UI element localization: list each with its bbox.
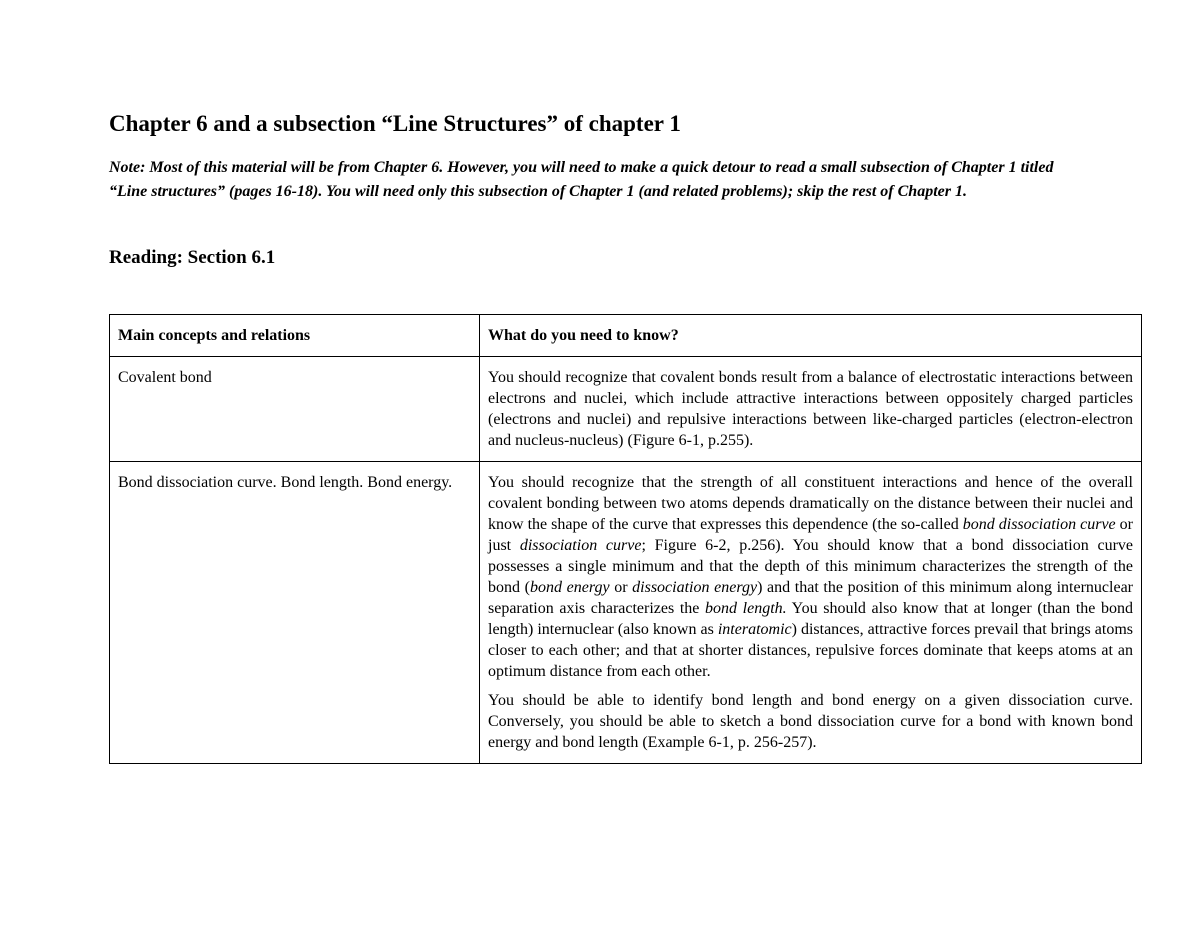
table-header-row — [110, 315, 1142, 357]
term-bond-length: bond length. — [705, 600, 787, 617]
term-dissociation-energy: dissociation energy — [632, 579, 758, 596]
knowledge-paragraph — [488, 472, 1133, 682]
text-run: ) and that the position of this minimum along internuclear separation axis characterizes the — [488, 579, 1133, 617]
header-main-concepts: Main concepts and relations — [110, 315, 480, 357]
text-run: or just — [488, 516, 1134, 554]
reading-heading: Reading: Section 6.1 — [109, 247, 276, 268]
concept-cell: Bond dissociation curve. Bond length. Bond energy. — [110, 462, 480, 764]
term-bond-dissociation-curve: bond dissociation curve — [962, 516, 1116, 533]
knowledge-cell — [480, 357, 1142, 462]
text-run: ) distances, attractive forces prevail that brings atoms closer to each other; and that at shorter distances, repulsive forces dominate that keeps atoms at an optimum distance from each other. — [488, 621, 1134, 680]
header-what-to-know: What do you need to know? — [480, 315, 1142, 357]
term-interatomic: interatomic — [717, 621, 792, 638]
knowledge-paragraph: You should recognize that covalent bonds result from a balance of electrostatic interactions between electrons and nuclei, which include attractive interactions between oppositely charged particles (electrons and nuclei) and repulsive interactions between like-charged particles (electron-electron and nucleus-nucleus) (Figure 6-1, p.255). — [488, 369, 1133, 449]
text-run: You should recognize that the strength of all constituent interactions and hence of the overall covalent bonding between two atoms depends dramatically on the distance between their nuclei and know the shape of the curve that expresses this dependence (the so-called — [488, 474, 1133, 533]
knowledge-cell — [480, 462, 1142, 764]
table-row — [110, 357, 1142, 462]
concept-cell: Covalent bond — [110, 357, 480, 462]
text-run: or — [609, 579, 633, 596]
table-row — [110, 462, 1142, 764]
term-dissociation-curve: dissociation curve — [519, 537, 642, 554]
concepts-table — [109, 314, 1142, 764]
reading-note: Note: Most of this material will be from Chapter 6. However, you will need to make a quick detour to read a small subsection of Chapter 1 titled “Line structures” (pages 16-18). You will need only this subsection of Chapter 1 (and related problems); skip the rest of Chapter 1. — [109, 159, 1054, 200]
knowledge-paragraph: You should be able to identify bond length and bond energy on a given dissociation curve. Conversely, you should be able to sketch a bond dissociation curve for a bond with known bond energy and bond length (Example 6-1, p. 256-257). — [488, 692, 1133, 751]
text-run: ; Figure 6-2, p.256). You should know that a bond dissociation curve possesses a single minimum and that the depth of this minimum characterizes the strength of the bond ( — [488, 537, 1134, 596]
term-bond-energy: bond energy — [529, 579, 610, 596]
page-title: Chapter 6 and a subsection “Line Structures” of chapter 1 — [109, 111, 681, 136]
text-run: You should also know that at longer (than the bond length) internuclear (also known as — [488, 600, 1133, 638]
